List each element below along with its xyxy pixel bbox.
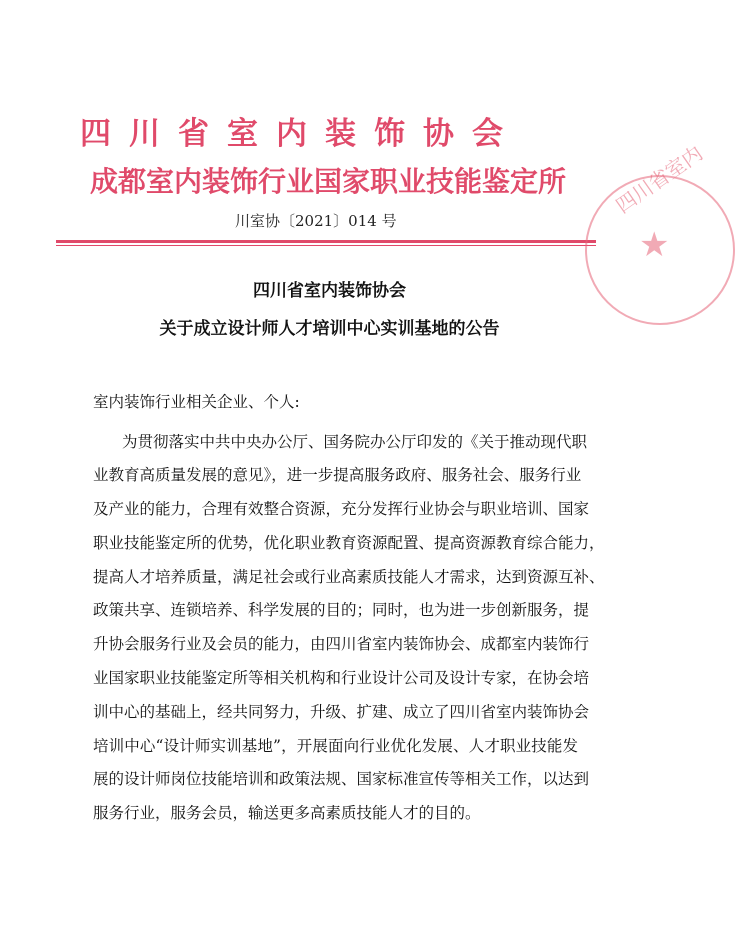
header-divider-thick <box>56 240 596 243</box>
announcement-title: 关于成立设计师人才培训中心实训基地的公告 <box>159 319 500 339</box>
org-name-header: 四川省室内装饰协会 <box>80 116 521 152</box>
body-line: 提高人才培养质量，满足社会或行业高素质技能人才需求，达到资源互补、 <box>93 568 605 586</box>
seal-star-icon: ★ <box>639 225 670 265</box>
body-line: 服务行业，服务会员，输送更多高素质技能人才的目的。 <box>93 804 481 822</box>
body-line: 培训中心“设计师实训基地”，开展面向行业优化发展、人才职业技能发 <box>93 737 578 755</box>
body-line: 升协会服务行业及会员的能力，由四川省室内装饰协会、成都室内装饰行 <box>93 635 590 653</box>
salutation: 室内装饰行业相关企业、个人: <box>93 393 300 411</box>
body-line: 及产业的能力，合理有效整合资源，充分发挥行业协会与职业培训、国家 <box>93 500 590 518</box>
org-subname-header: 成都室内装饰行业国家职业技能鉴定所 <box>90 165 567 198</box>
seal-text: 四川省室内 <box>611 140 707 218</box>
body-line: 政策共享、连锁培养、科学发展的目的；同时，也为进一步创新服务，提 <box>93 601 590 619</box>
document-number: 川室协〔2021〕014 号 <box>235 212 397 230</box>
body-line: 业教育高质量发展的意见》，进一步提高服务政府、服务社会、服务行业 <box>93 466 582 484</box>
body-line: 展的设计师岗位技能培训和政策法规、国家标准宣传等相关工作，以达到 <box>93 770 590 788</box>
body-line: 职业技能鉴定所的优势，优化职业教育资源配置、提高资源教育综合能力， <box>93 534 605 552</box>
announcement-org: 四川省室内装饰协会 <box>253 281 406 301</box>
body-line: 为贯彻落实中共中央办公厅、国务院办公厅印发的《关于推动现代职 <box>122 433 588 451</box>
header-divider-thin <box>56 245 596 246</box>
body-line: 业国家职业技能鉴定所等相关机构和行业设计公司及设计专家，在协会培 <box>93 669 590 687</box>
official-seal <box>585 140 735 325</box>
body-line: 训中心的基础上，经共同努力，升级、扩建、成立了四川省室内装饰协会 <box>93 703 590 721</box>
